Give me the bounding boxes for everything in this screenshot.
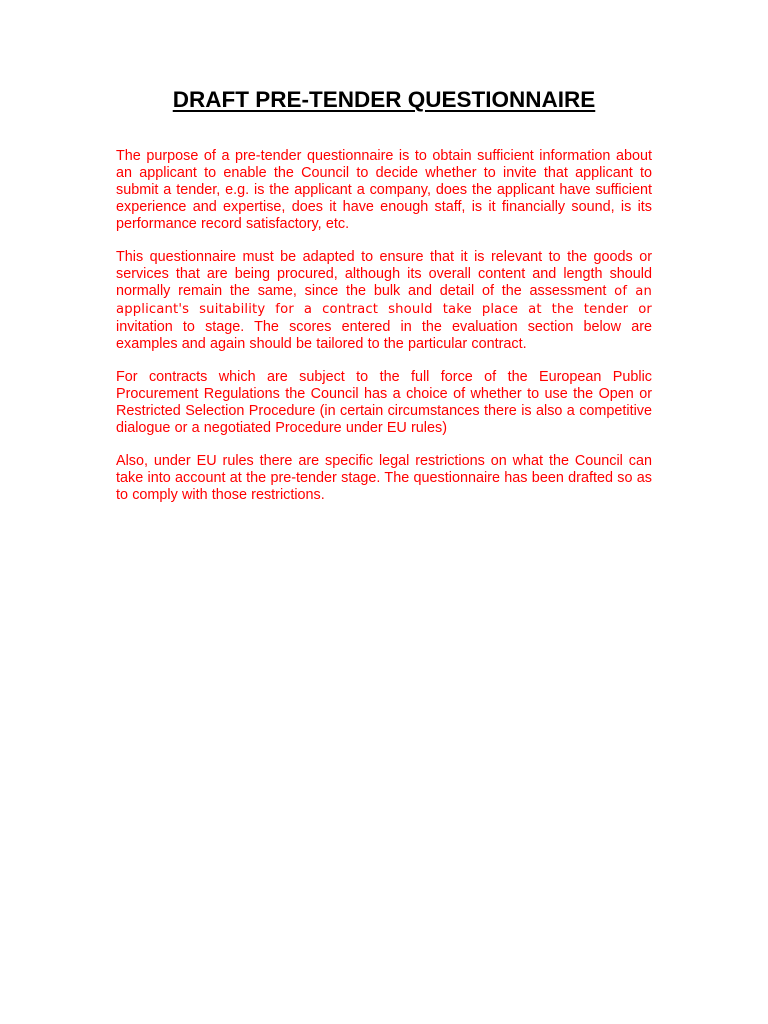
document-title <box>0 86 768 114</box>
document-title-text: DRAFT PRE-TENDER QUESTIONNAIRE <box>172 87 596 112</box>
paragraph-adaptation-part-2: of an applicant's suitability for a contract should take place at the tender or <box>116 283 652 317</box>
paragraph-adaptation-part-3: invitation to stage. The scores entered in the evaluation section below are examples and again should be tailored to the particular contract. <box>116 318 652 352</box>
paragraph-purpose: The purpose of a pre-tender questionnaire is to obtain sufficient information about an applicant to enable the Council to decide whether to invite that applicant to submit a tender, e.g. is the applicant a company, does the applicant have sufficient experience and expertise, does it have enough staff, is it financially sound, is its performance record satisfactory, etc. <box>116 148 652 232</box>
paragraph-adaptation-part-1: This questionnaire must be adapted to ensure that it is relevant to the goods or services that are being procured, although its overall content and length should normally remain the same, since the bulk and detail of the assessment <box>116 249 652 299</box>
paragraph-procurement-regulations: For contracts which are subject to the full force of the European Public Procurement Regulations the Council has a choice of whether to use the Open or Restricted Selection Procedure (in certain circumstances there is also a competitive dialogue or a negotiated Procedure under EU rules) <box>116 369 652 436</box>
paragraph-adaptation <box>116 249 652 352</box>
paragraph-legal-restrictions: Also, under EU rules there are specific legal restrictions on what the Council can take into account at the pre-tender stage. The questionnaire has been drafted so as to comply with those restrictions. <box>116 453 652 504</box>
document-body <box>116 148 652 521</box>
